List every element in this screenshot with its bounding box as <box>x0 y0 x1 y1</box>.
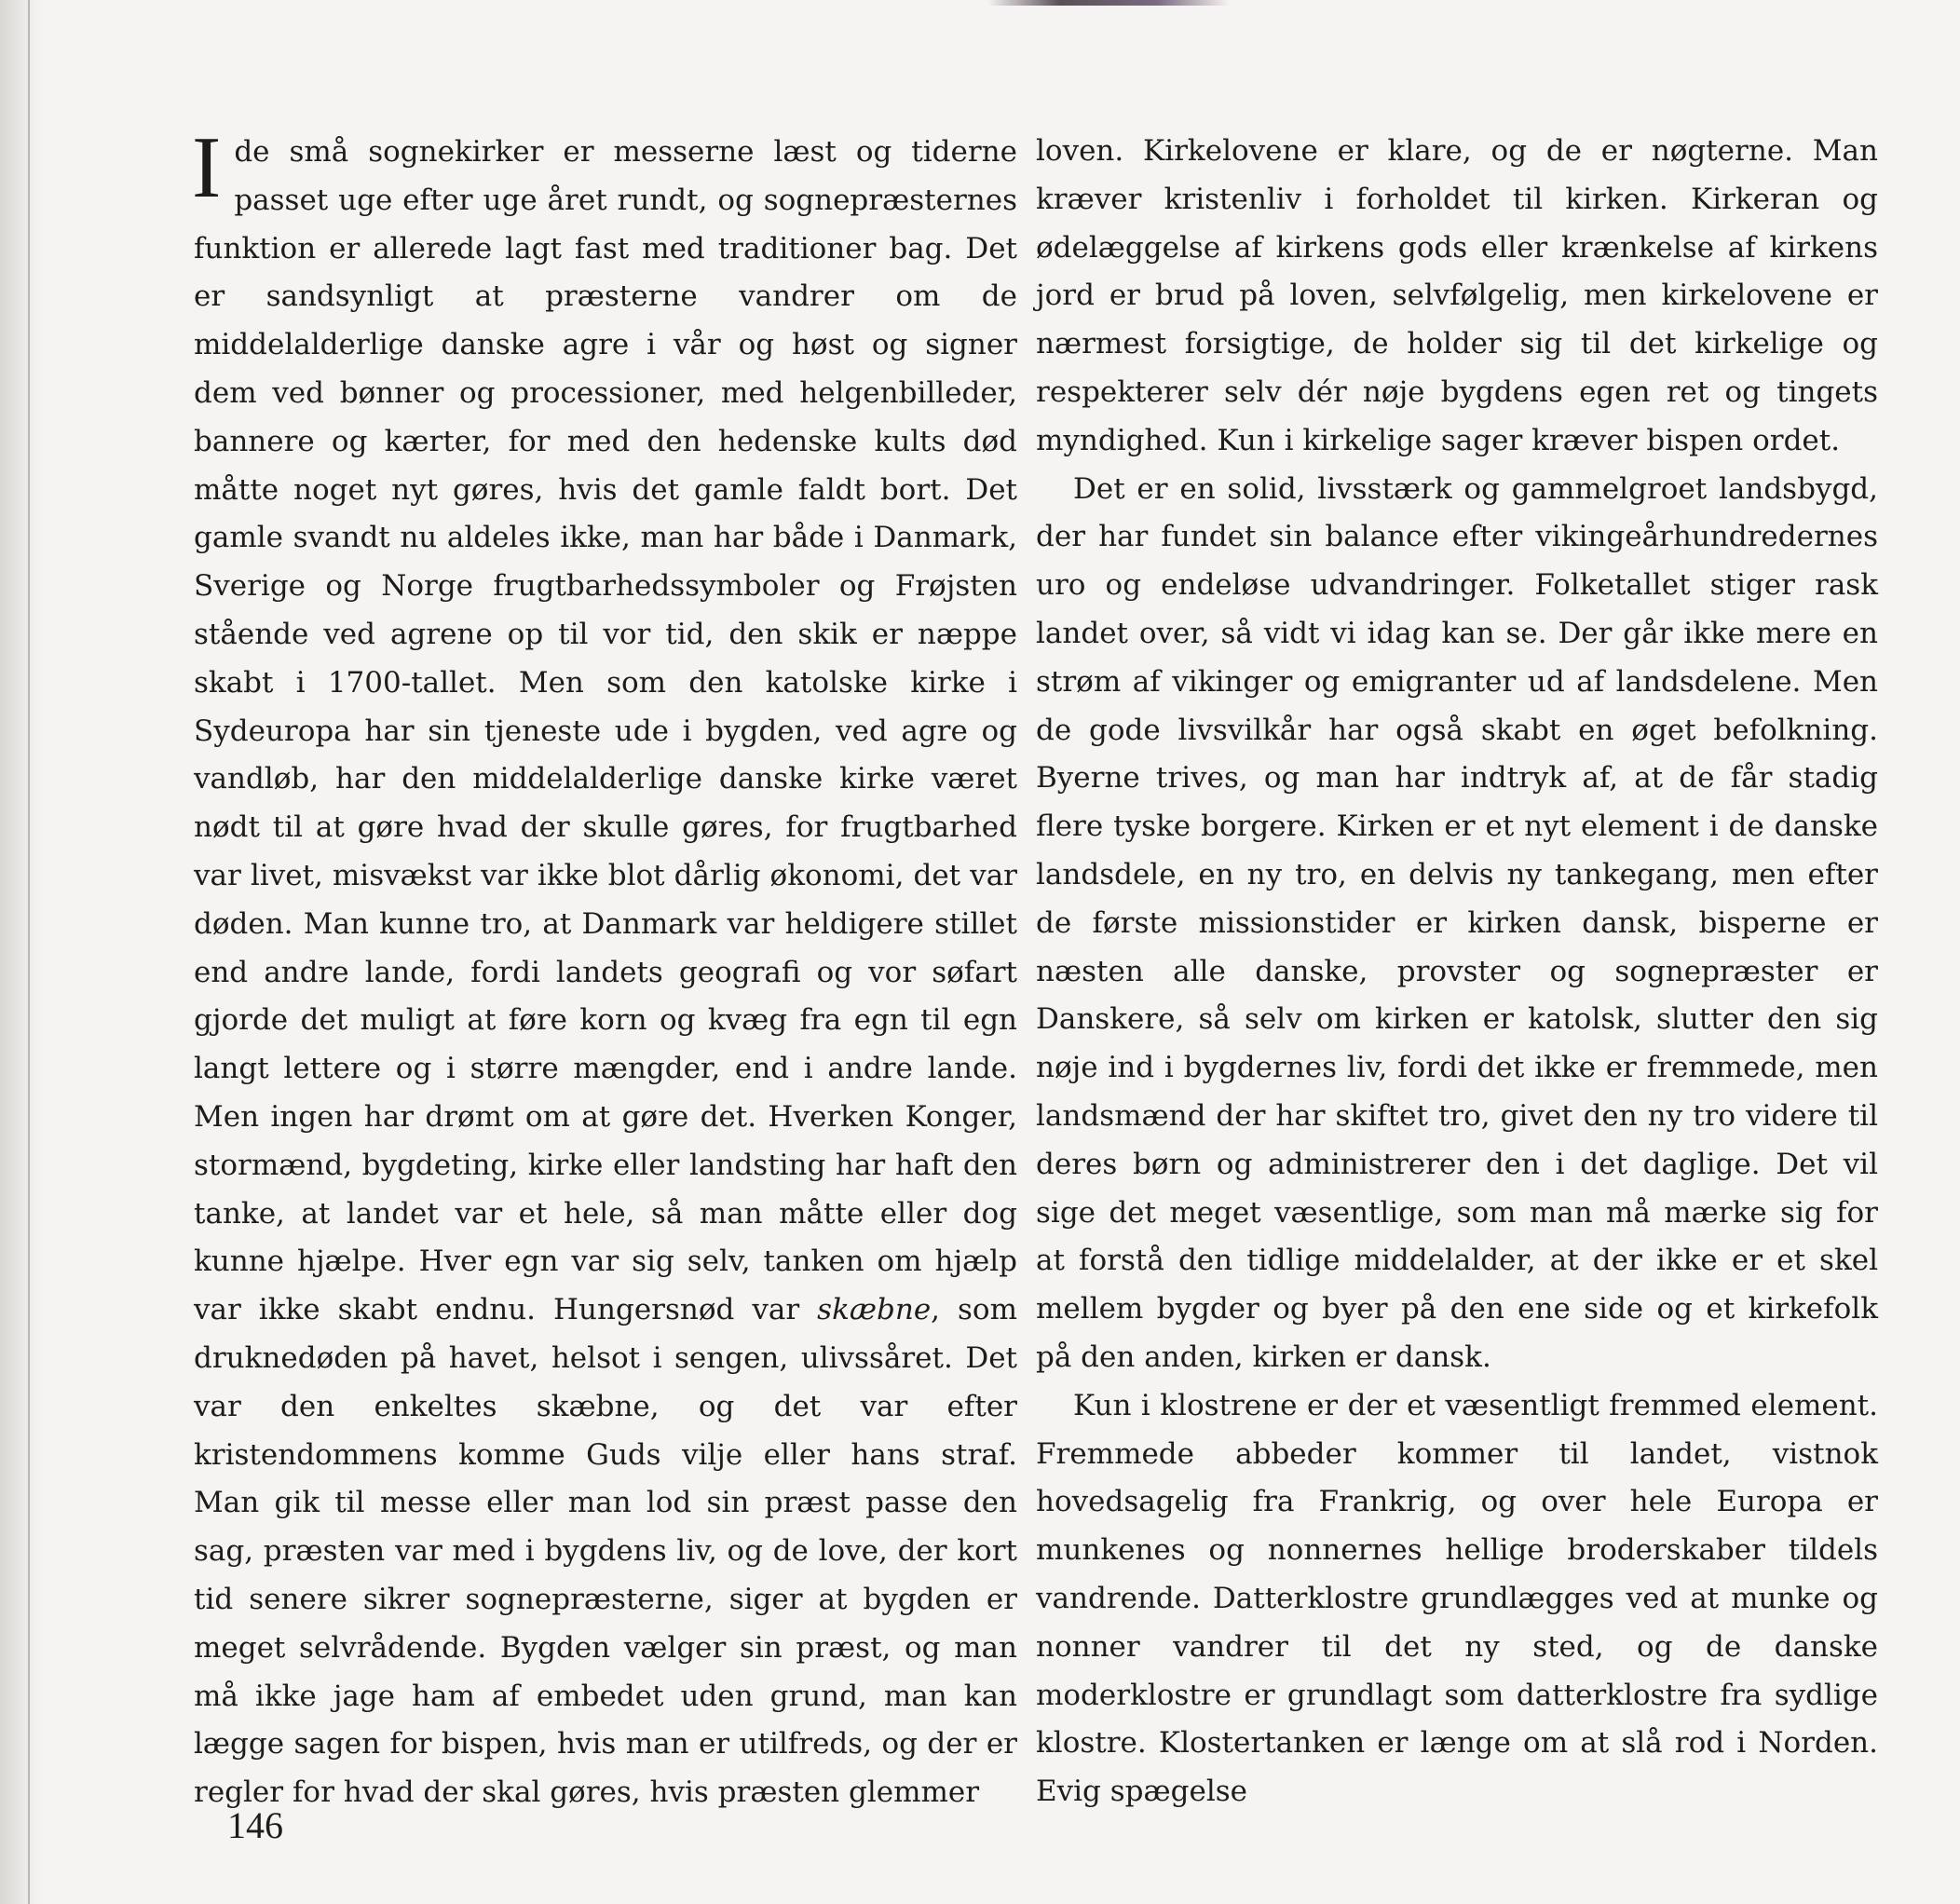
page-number: 146 <box>227 1804 283 1846</box>
left-text-column <box>192 119 1017 1817</box>
right-text-column <box>1036 128 1878 1816</box>
left-paragraph-text: de små sognekirker er messerne læst og tiderne passet uge efter uge året rundt, og sognepræsternes funktion er allerede lagt fast med traditioner bag. Det er sandsynligt at præsterne vandrer om de middelalderlige danske agre i vår og høst og signer dem ved bønner og processioner, med helgenbilleder, bannere og kærter, for med den hedenske kults død måtte noget nyt gøres, hvis det gamle faldt bort. Det gamle svandt nu aldeles ikke, man har både i Danmark, Sverige og Norge frugtbarhedssymboler og Frøjsten stående ved agrene op til vor tid, den skik er næppe skabt i 1700-tallet. Men som den katolske kirke i Sydeuropa har sin tjeneste ude i bygden, ved agre og vandløb, har den middelalderlige danske kirke været nødt til at gøre hvad der skulle gøres, for frugtbarhed var livet, misvækst var ikke blot dårlig økonomi, det var døden. Man kunne tro, at Danmark var heldigere stillet end andre lande, fordi landets geografi og vor søfart gjorde det muligt at føre korn og kvæg fra egn til egn langt lettere og i større mængder, end i andre lande. Men ingen har drømt om at gøre det. Hverken Konger, stormænd, bygdeting, kirke eller landsting har haft den tanke, at landet var et hele, så man måtte eller dog kunne hjælpe. Hver egn var sig selv, tanken om hjælp var ikke skabt endnu. Hungersnød var skæbne, som druknedøden på havet, helsot i sengen, ulivssåret. Det var den enkeltes skæbne, og det var efter kristendommens komme Guds vilje eller hans straf. Man gik til messe eller man lod sin præst passe den sag, præsten var med i bygdens liv, og de love, der kort tid senere sikrer sognepræsterne, siger at bygden er meget selvrådende. Bygden vælger sin præst, og man må ikke jage ham af embedet uden grund, man kan lægge sagen for bispen, hvis man er utilfreds, og der er regler for hvad der skal gøres, hvis præsten glemmer <box>194 135 1017 1810</box>
right-paragraph-3: Kun i klostrene er der et væsentligt fremmed element. Fremmede abbeder kommer til landet, vistnok hovedsagelig fra Frankrig, og over hele Europa er munkenes og nonnernes hellige broderskaber tildels vandrende. Datterklostre grundlægges ved at munke og nonner vandrer til det ny sted, og de danske moderklostre er grundlagt som datterklostre fra sydlige klostre. Klostertanken er længe om at slå rod i Norden. Evig spægelse <box>1036 1388 1878 1809</box>
emphasis-text: skæbne <box>817 1293 932 1327</box>
left-paragraph <box>192 119 1017 1817</box>
page-gutter-shadow <box>0 0 43 1904</box>
top-edge-mark <box>987 0 1230 6</box>
drop-cap: I <box>192 119 222 216</box>
right-paragraph-2: Det er en solid, livsstærk og gammelgroet landsbygd, der har fundet sin balance efter vikingeårhundredernes uro og endeløse udvandringer. Folketallet stiger rask landet over, så vidt vi idag kan se. Der går ikke mere en strøm af vikinger og emigranter ud af landsdelene. Men de gode livsvilkår har også skabt en øget befolkning. Byerne trives, og man har indtryk af, at de får stadig flere tyske borgere. Kirken er et nyt element i de danske landsdele, en ny tro, en delvis ny tankegang, men efter de første missionstider er kirken dansk, bisperne er næsten alle danske, provster og sognepræster er Danskere, så selv om kirken er katolsk, slutter den sig nøje ind i bygdernes liv, fordi det ikke er fremmede, men landsmænd der har skiftet tro, givet den ny tro videre til deres børn og administrerer den i det daglige. Det vil sige det meget væsentlige, som man må mærke sig for at forstå den tidlige middelalder, at der ikke er et skel mellem bygder og byer på den ene side og et kirkefolk på den anden, kirken er dansk. <box>1036 471 1878 1374</box>
page-edge <box>28 0 30 1904</box>
right-paragraph-1: loven. Kirkelovene er klare, og de er nøgterne. Man kræver kristenliv i forholdet til kirken. Kirkeran og ødelæggelse af kirkens gods eller krænkelse af kirkens jord er brud på loven, selvfølgelig, men kirkelovene er nærmest forsigtige, de holder sig til det kirkelige og respekterer selv dér nøje bygdens egen ret og tingets myndighed. Kun i kirkelige sager kræver bispen ordet. <box>1036 134 1878 457</box>
